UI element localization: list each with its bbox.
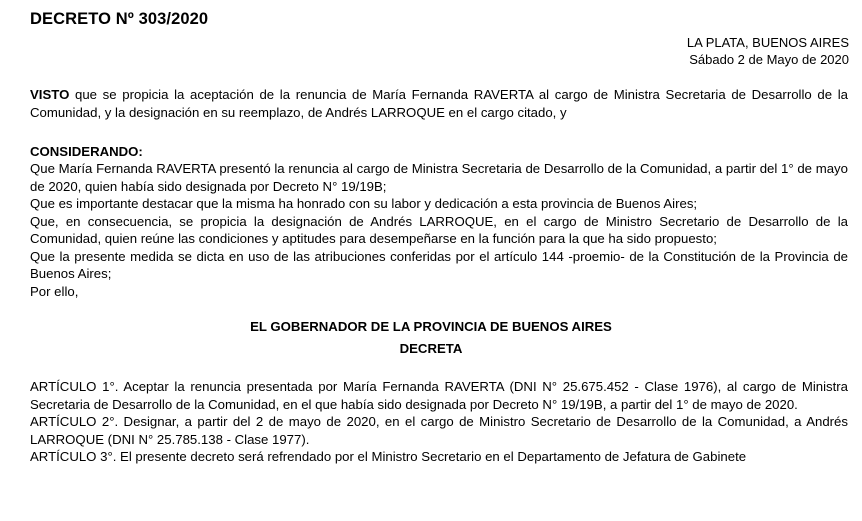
considerando-paragraph: Que es importante destacar que la misma ha honrado con su labor y dedicación a esta provincia de Buenos Aires; [30, 196, 698, 211]
place-date-block [687, 34, 849, 68]
articles-section [30, 378, 848, 466]
decreta-heading: DECRETA [399, 341, 463, 356]
date-line: Sábado 2 de Mayo de 2020 [689, 52, 849, 67]
place-line: LA PLATA, BUENOS AIRES [686, 35, 849, 50]
considerando-section [30, 160, 848, 300]
considerando-heading: CONSIDERANDO: [30, 144, 143, 159]
visto-text: que se propicia la aceptación de la renuncia de María Fernanda RAVERTA al cargo de Ministra Secretaria de Desarrollo de la Comunidad, y la designación en su reemplazo, de Andrés LARROQUE en el cargo citado, y [30, 87, 848, 120]
por-ello-line: Por ello, [30, 283, 79, 299]
visto-paragraph [30, 86, 848, 121]
article-2: ARTÍCULO 2°. Designar, a partir del 2 de mayo de 2020, en el cargo de Ministro Secretario de Desarrollo de la Comunidad, a Andrés LARROQUE (DNI N° 25.785.138 - Clase 1977). [30, 414, 848, 447]
considerando-paragraph: Que, en consecuencia, se propicia la designación de Andrés LARROQUE, en el cargo de Ministro Secretario de Desarrollo de la Comunidad, quien reúne las condiciones y aptitudes para desempeñarse en la función para la que ha sido propuesto; [30, 213, 848, 246]
article-1: ARTÍCULO 1°. Aceptar la renuncia presentada por María Fernanda RAVERTA (DNI N° 25.675.452 - Clase 1976), al cargo de Ministra Secretaria de Desarrollo de la Comunidad, en el que había sido designada por Decreto N° 19/19B, a partir del 1° de mayo de 2020. [30, 379, 848, 412]
visto-label: VISTO [30, 87, 70, 102]
article-3: ARTÍCULO 3°. El presente decreto será refrendado por el Ministro Secretario en el Departamento de Jefatura de Gabinete [30, 449, 747, 464]
considerando-paragraph: Que María Fernanda RAVERTA presentó la renuncia al cargo de Ministra Secretaria de Desarrollo de la Comunidad, a partir del 1° de mayo de 2020, quien había sido designada por Decreto N° 19/19B; [30, 161, 848, 194]
governor-heading: EL GOBERNADOR DE LA PROVINCIA DE BUENOS AIRES [250, 319, 612, 334]
decree-title: DECRETO Nº 303/2020 [30, 10, 209, 28]
considerando-paragraph: Que la presente medida se dicta en uso de las atribuciones conferidas por el artículo 144 -proemio- de la Constitución de la Provincia de Buenos Aires; [30, 248, 848, 281]
